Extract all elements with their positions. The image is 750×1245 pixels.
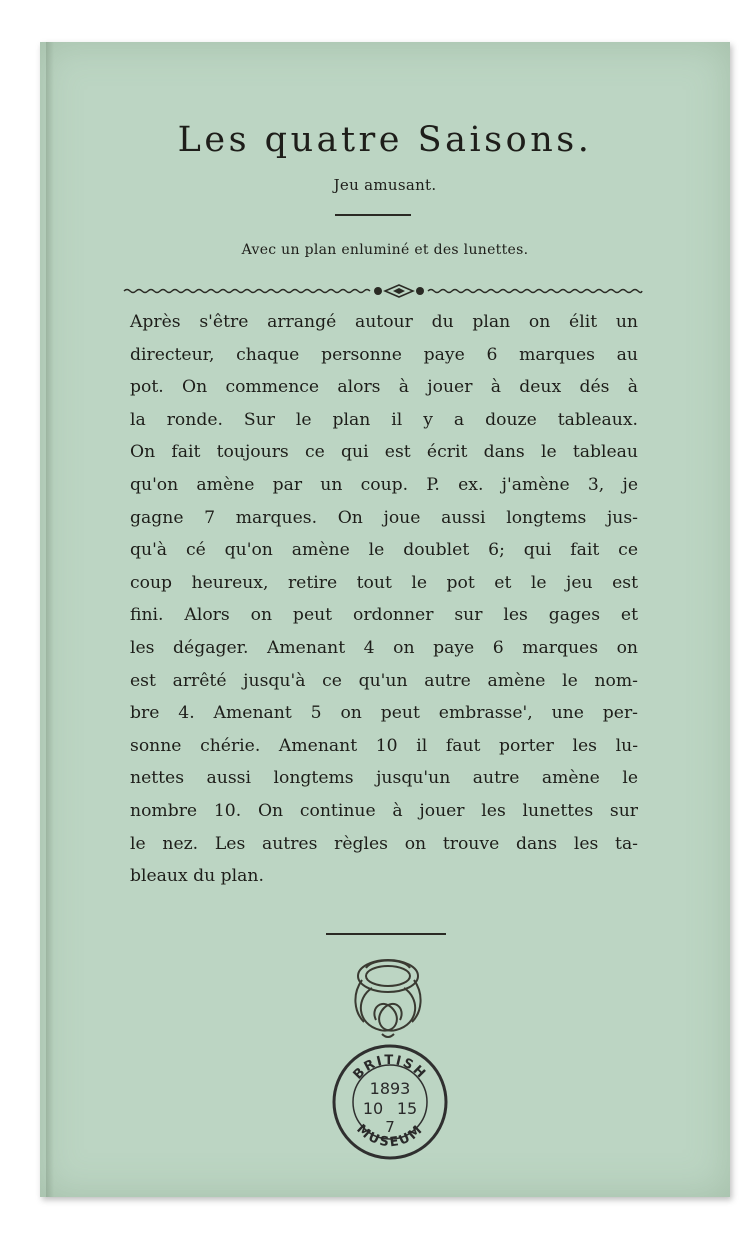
stamp-bottom-label: MUSEUM: [353, 1121, 427, 1151]
stamp-month: 15: [396, 1099, 418, 1118]
ornamental-divider-icon: [122, 280, 644, 302]
page-subtitle: Jeu amusant.: [333, 176, 437, 194]
body-line: la ronde. Sur le plan il y a douze tableaux.: [130, 409, 638, 430]
body-line: nettes aussi longtems jusqu'un autre amène le: [130, 768, 638, 789]
body-line: coup heureux, retire tout le pot et le jeu est: [130, 572, 638, 593]
body-line: pot. On commence alors à jouer à deux dés à: [130, 377, 638, 398]
document-page: [40, 42, 730, 1197]
stamp-top-label: BRITISH: [350, 1052, 430, 1083]
body-line: bre 4. Amenant 5 on peut embrasse', une per-: [130, 703, 638, 724]
page-tagline: Avec un plan enluminé et des lunettes.: [241, 242, 529, 258]
short-divider-rule: [335, 214, 411, 216]
body-line: est arrêté jusqu'à ce qu'un autre amène le nom-: [130, 670, 638, 691]
stamp-number: 7: [385, 1118, 395, 1136]
body-paragraph: [130, 306, 638, 893]
body-line: le nez. Les autres règles on trouve dans les ta-: [130, 833, 638, 854]
body-line: bleaux du plan.: [130, 866, 264, 887]
body-line: On fait toujours ce qui est écrit dans le tableau: [130, 442, 638, 463]
body-line: qu'à cé qu'on amène le doublet 6; qui fait ce: [130, 540, 638, 561]
body-line: gagne 7 marques. On joue aussi longtems jus-: [130, 507, 638, 528]
british-museum-stamp: [330, 1042, 450, 1162]
stamp-year: 1893: [369, 1079, 411, 1098]
body-line: qu'on amène par un coup. P. ex. j'amène 3, je: [130, 474, 638, 495]
page-title: Les quatre Saisons.: [177, 120, 593, 160]
closing-divider-rule: [326, 933, 446, 935]
body-line: nombre 10. On continue à jouer les lunettes sur: [130, 800, 638, 821]
stamp-day: 10: [362, 1099, 384, 1118]
body-line: les dégager. Amenant 4 on paye 6 marques on: [130, 637, 638, 658]
body-line: directeur, chaque personne paye 6 marques au: [130, 344, 638, 365]
body-line: Après s'être arrangé autour du plan on élit un: [130, 312, 638, 332]
body-line: sonne chérie. Amenant 10 il faut porter les lu-: [130, 735, 638, 756]
body-line: fini. Alors on peut ordonner sur les gages et: [130, 605, 638, 626]
monogram-seal-icon: [342, 950, 434, 1042]
